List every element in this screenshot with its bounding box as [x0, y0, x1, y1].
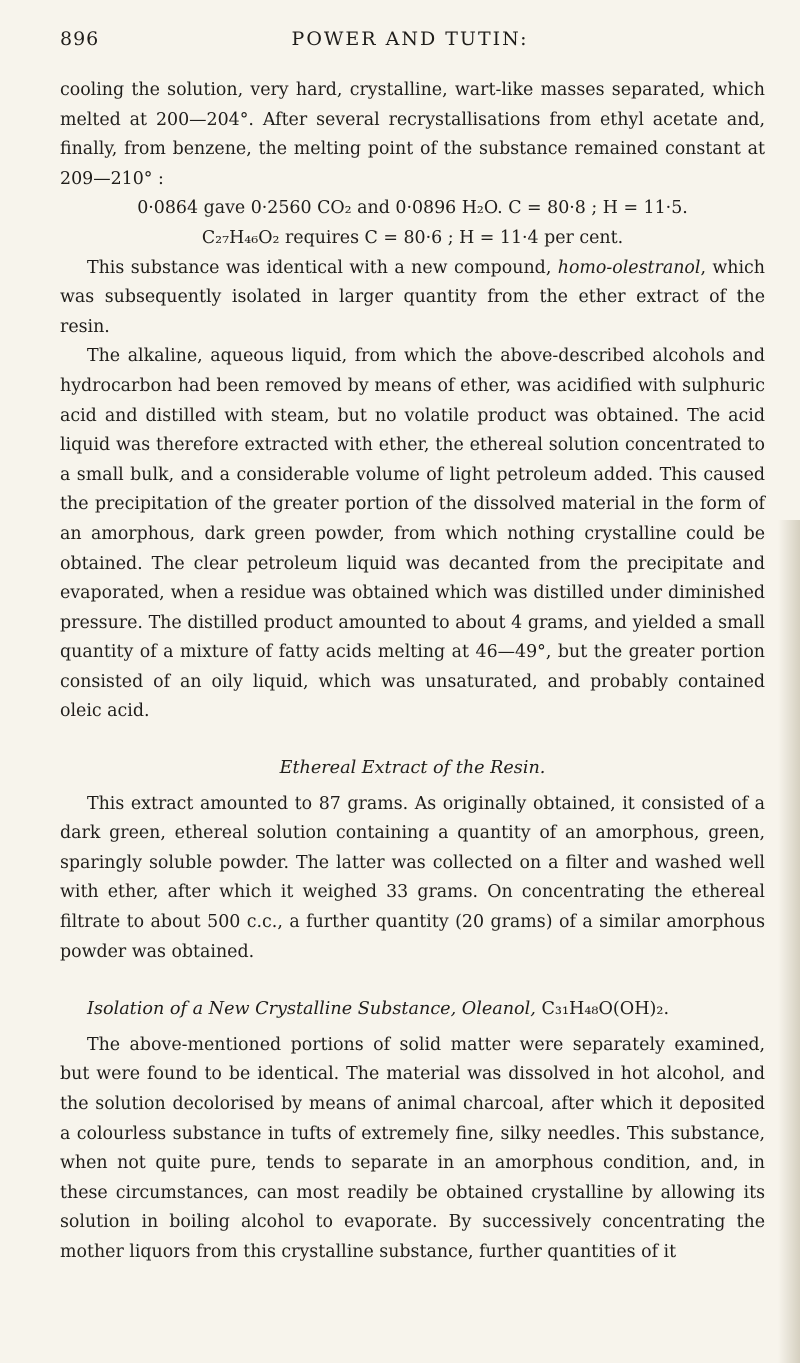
isolation-heading-text: Isolation of a New Crystalline Substance, Oleanol, [87, 999, 536, 1020]
page-edge-shadow [778, 520, 800, 1363]
compound-name: homo-olestranol [557, 257, 701, 278]
paragraph-above-mentioned: The above-mentioned portions of solid matter were separately examined, but were found to be identical. The material was dissolved in hot alcohol, and the solution decolorised by means of animal charcoal, after which it deposited a colourless substance in tufts of extremely fine, silky needles. This substance, when not quite pure, tends to separate in an amorphous condition, and, in these circumstances, can most readily be obtained crystalline by allowing its solution in boiling alcohol to evaporate. By successively concentrating the mother liquors from this crystalline substance, further quantities of it [60, 1034, 765, 1262]
section-heading-isolation [60, 995, 765, 1025]
paragraph-identical [60, 254, 765, 343]
paragraph-alkaline: The alkaline, aqueous liquid, from which the above-described alcohols and hydrocarbon had been removed by means of ether, was acidified with sulphuric acid and distilled with steam, but no volatile product was obtained. The acid liquid was therefore extracted with ether, the ethereal solution concentrated to a small bulk, and a considerable volume of light petroleum added. This caused the precipitation of the greater portion of the dissolved material in the form of an amorphous, dark green powder, from which nothing crystalline could be obtained. The clear petroleum liquid was decanted from the precipitate and evaporated, when a residue was obtained which was distilled under diminished pressure. The distilled product amounted to about 4 grams, and yielded a small quantity of a mixture of fatty acids melting at 46—49°, but the greater portion consisted of an oily liquid, which was unsaturated, and probably contained oleic acid. [60, 346, 765, 722]
oleanol-formula: C₃₁H₄₈O(OH)₂. [541, 999, 670, 1020]
page-number: 896 [60, 28, 100, 50]
page-header [60, 28, 760, 54]
paragraph-identical-after: , which was subsequently isolated in larger quantity from the ether extract of the resin. [60, 257, 765, 337]
paragraph-cooling: cooling the solution, very hard, crystalline, wart-like masses separated, which melted at 200—204°. After several recrystallisations from ethyl acetate and, finally, from benzene, the melting point of the substance remained constant at 209—210° : [60, 80, 765, 189]
running-head: POWER AND TUTIN: [291, 28, 529, 50]
analysis-line-required: C₂₇H₄₆O₂ requires C = 80·6 ; H = 11·4 per cent. [201, 227, 624, 248]
paragraph-extract: This extract amounted to 87 grams. As originally obtained, it consisted of a dark green, ethereal solution containing a quantity of an amorphous, green, sparingly soluble powder. The latter was collected on a filter and washed well with ether, after which it weighed 33 grams. On concentrating the ethereal filtrate to about 500 c.c., a further quantity (20 grams) of a similar amorphous powder was obtained. [60, 793, 765, 962]
analysis-line-found: 0·0864 gave 0·2560 CO₂ and 0·0896 H₂O. C = 80·8 ; H = 11·5. [137, 198, 688, 219]
page-body [60, 76, 765, 1268]
paragraph-identical-before: This substance was identical with a new compound, [87, 257, 558, 278]
section-heading-ethereal-extract: Ethereal Extract of the Resin. [279, 758, 546, 779]
